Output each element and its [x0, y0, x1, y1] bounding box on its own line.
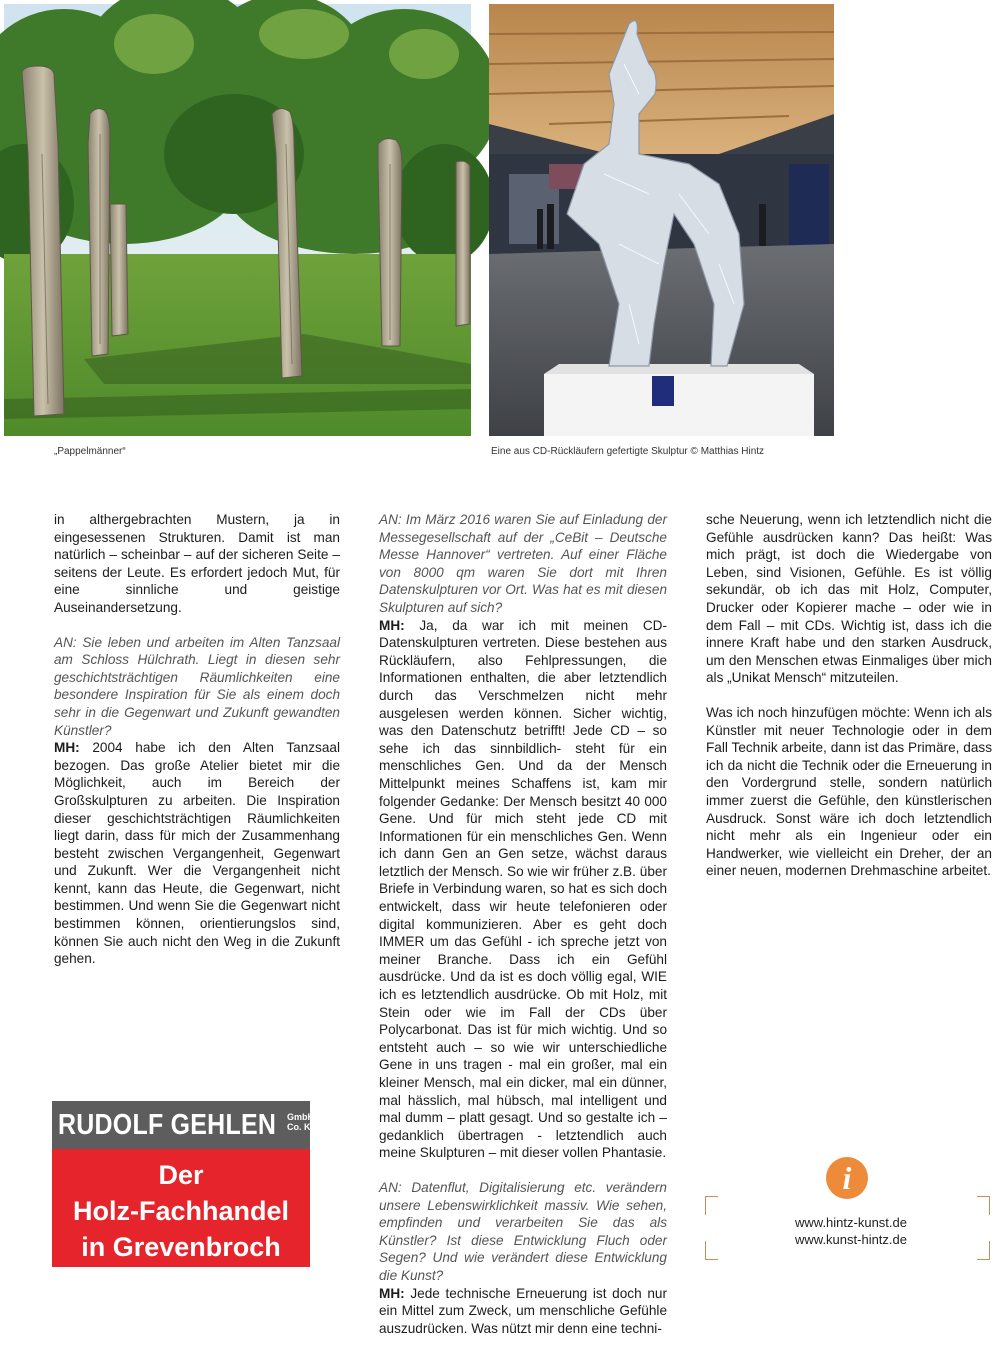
question-3: AN: Datenflut, Digitalisierung etc. verändern unsere Lebenswirklichkeit massiv. Wie sehen, empfinden und verarbeiten Sie das als Künstler? Ist diese Entwicklung Fluch oder Segen? Und wie verändert diese Entwicklung die Kunst? [379, 1179, 667, 1283]
answer-3-continued: sche Neuerung, wenn ich letztendlich nicht die Gefühle ausdrücken kann? Das heißt: Was mich prägt, ist doch die Wiedergabe von Leben, sind Visionen, Gefühle. Es ist völlig sekundär, ob ich das mit Holz, Computer, Drucker oder Kopierer mache – oder wie in dem Fall – mit CDs. Wichtig ist, dass ich die innere Kraft habe und den starken Ausdruck, um den Menschen etwas Einmaliges über mich als „Unikat Mensch“ mitzuteilen. [706, 512, 992, 686]
answer-2: Ja, da war ich mit meinen CD-Datenskulpturen vertreten. Diese bestehen aus Rückläufern, also Fehlpressungen, die Informationen enthalten, die aber letztendlich durch das Verschmelzen nicht mehr ausgelesen werden können. Sicher wichtig, was den Datenschutz betrifft! Jede CD – so sehe ich das sinnbildlich- steht für ein menschliches Gen. Und da der Mensch Mittelpunkt meines Schaffens ist, kam mir folgender Gedanke: Der Mensch besitzt 40 000 Gene. Und für mich steht jede CD mit Informationen für ein menschliches Gen. Wenn ich dann Gen an Gen setze, wächst daraus letztlich der Mensch. So wie wir früher z.B. über Briefe in Verbindung waren, so hat es sich doch entwickelt, dass wir heute telefonieren oder digital kommunizieren. Aber es geht doch IMMER um das Gefühl - ich spreche jetzt von meiner Branche. Dass ich ein Gefühl ausdrücke. Und da ist es doch völlig egal, WIE ich es letztendlich ausdrücke. Ob mit Holz, mit Stein oder wie im Fall der CDs über Polycarbonat. Das ist für mich wichtig. Und so entsteht auch – so wie wir unterschiedliche Gene in uns tragen - mal ein großer, mal ein kleiner Mensch, mal ein dicker, mal ein dünner, mal hässlich, mal hübsch, mal intelligent und mal dumm – platt gesagt. Und so gestalte ich – gedanklich übertragen - letztendlich auch meine Skulpturen – mit dieser vollen Phantasie. [379, 617, 667, 1161]
answer-1: 2004 habe ich den Alten Tanzsaal bezogen. Das große Atelier bietet mir die Möglichkeit, auch im Bereich der Großskulpturen zu arbeiten. Die Inspiration dieser geschichtsträchtigen Räumlichkeiten liegt darin, dass für mich der Zusammenhang besteht zwischen Vergangenheit, Gegenwart und Zukunft. Wer die Vergangenheit nicht kennt, kann das Heute, die Gegenwart, nicht bestimmen. Und wenn Sie die Gegenwart nicht bestimmen können, orientierungslos sind, können Sie auch nicht den Weg in die Zukunft gehen. [54, 740, 340, 967]
website-link-2[interactable]: www.kunst-hintz.de [795, 1232, 907, 1247]
text-column-2 [379, 511, 667, 1354]
interview-block-2 [379, 511, 667, 1162]
photo-caption-right: Eine aus CD-Rückläufern gefertigte Skulptur © Matthias Hintz [491, 446, 765, 457]
answer-3: Jede technische Erneuerung ist doch nur ein Mittel zum Zweck, um menschliche Gefühle auszudrücken. Was nützt mir denn eine techni- [379, 1285, 667, 1336]
paragraph-intro-end: in althergebrachten Mustern, ja in eingesessenen Strukturen. Damit ist man natürlich – scheinbar – auf der sicheren Seite – seitens der Leute. Es erfordert jedoch Mut, für eine sinnliche und geistige Auseinandersetzung. [54, 512, 340, 615]
info-icon-glyph: i [842, 1160, 852, 1196]
interview-block-3 [379, 1179, 667, 1337]
corner-mark [977, 1196, 990, 1215]
ad-brand-name: RUDOLF GEHLEN [58, 1109, 277, 1141]
ad-slogan [52, 1149, 310, 1265]
website-link-1[interactable]: www.hintz-kunst.de [795, 1215, 907, 1230]
ad-slogan-line-1: Der [158, 1160, 204, 1190]
corner-mark [705, 1196, 718, 1215]
ad-legal-form: GmbH & Co. KG [287, 1112, 323, 1132]
ad-brand-bar [52, 1101, 323, 1149]
text-column-3 [706, 511, 992, 897]
photo-pappelmaenner [4, 4, 471, 436]
question-2: AN: Im März 2016 waren Sie auf Einladung der Messegesellschaft auf der „CeBit – Deutsche Messe Hannover“ vertreten. Auf einer Fläche von 8000 qm waren Sie dort mit Ihren Datenskulpturen vor Ort. Was hat es mit diesen Skulpturen auf sich? [379, 512, 667, 615]
text-column-1 [54, 511, 340, 985]
speaker-mh: MH: [379, 617, 420, 633]
speaker-mh: MH: [54, 740, 93, 756]
info-icon [826, 1157, 868, 1199]
interview-block-1 [54, 634, 340, 968]
ad-slogan-line-3: in Grevenbroch [81, 1232, 281, 1262]
question-1: AN: Sie leben und arbeiten im Alten Tanzsaal am Schloss Hülchrath. Liegt in diesen sehr geschichtsträchtigen Räumlichkeiten eine besondere Inspiration für Sie als einem doch sehr in die Gegenwart und Zukunft gewandten Künstler? [54, 634, 340, 738]
advertisement-rudolf-gehlen[interactable] [52, 1101, 323, 1267]
corner-mark [705, 1241, 718, 1260]
ad-slogan-line-2: Holz-Fachhandel [72, 1196, 289, 1226]
corner-mark [977, 1241, 990, 1260]
speaker-mh: MH: [379, 1285, 411, 1301]
photo-caption-left: „Pappelmänner“ [54, 446, 126, 457]
closing-paragraph: Was ich noch hinzufügen möchte: Wenn ich als Künstler mit neuer Technologie oder in dem Fall Technik arbeite, dann ist das Primäre, dass ich da nicht die Technik oder die Erneuerung in den Vordergrund stelle, sondern natürlich immer zuerst die Gefühle, den künstlerischen Ausdruck. Sonst wäre ich doch letztendlich nicht mehr als ein Ingenieur oder ein Handwerker, wie vielleicht ein Dreher, der an einer neuen, modernen Drehmaschine arbeitet. [706, 704, 992, 879]
photo-cd-sculpture [489, 4, 834, 436]
